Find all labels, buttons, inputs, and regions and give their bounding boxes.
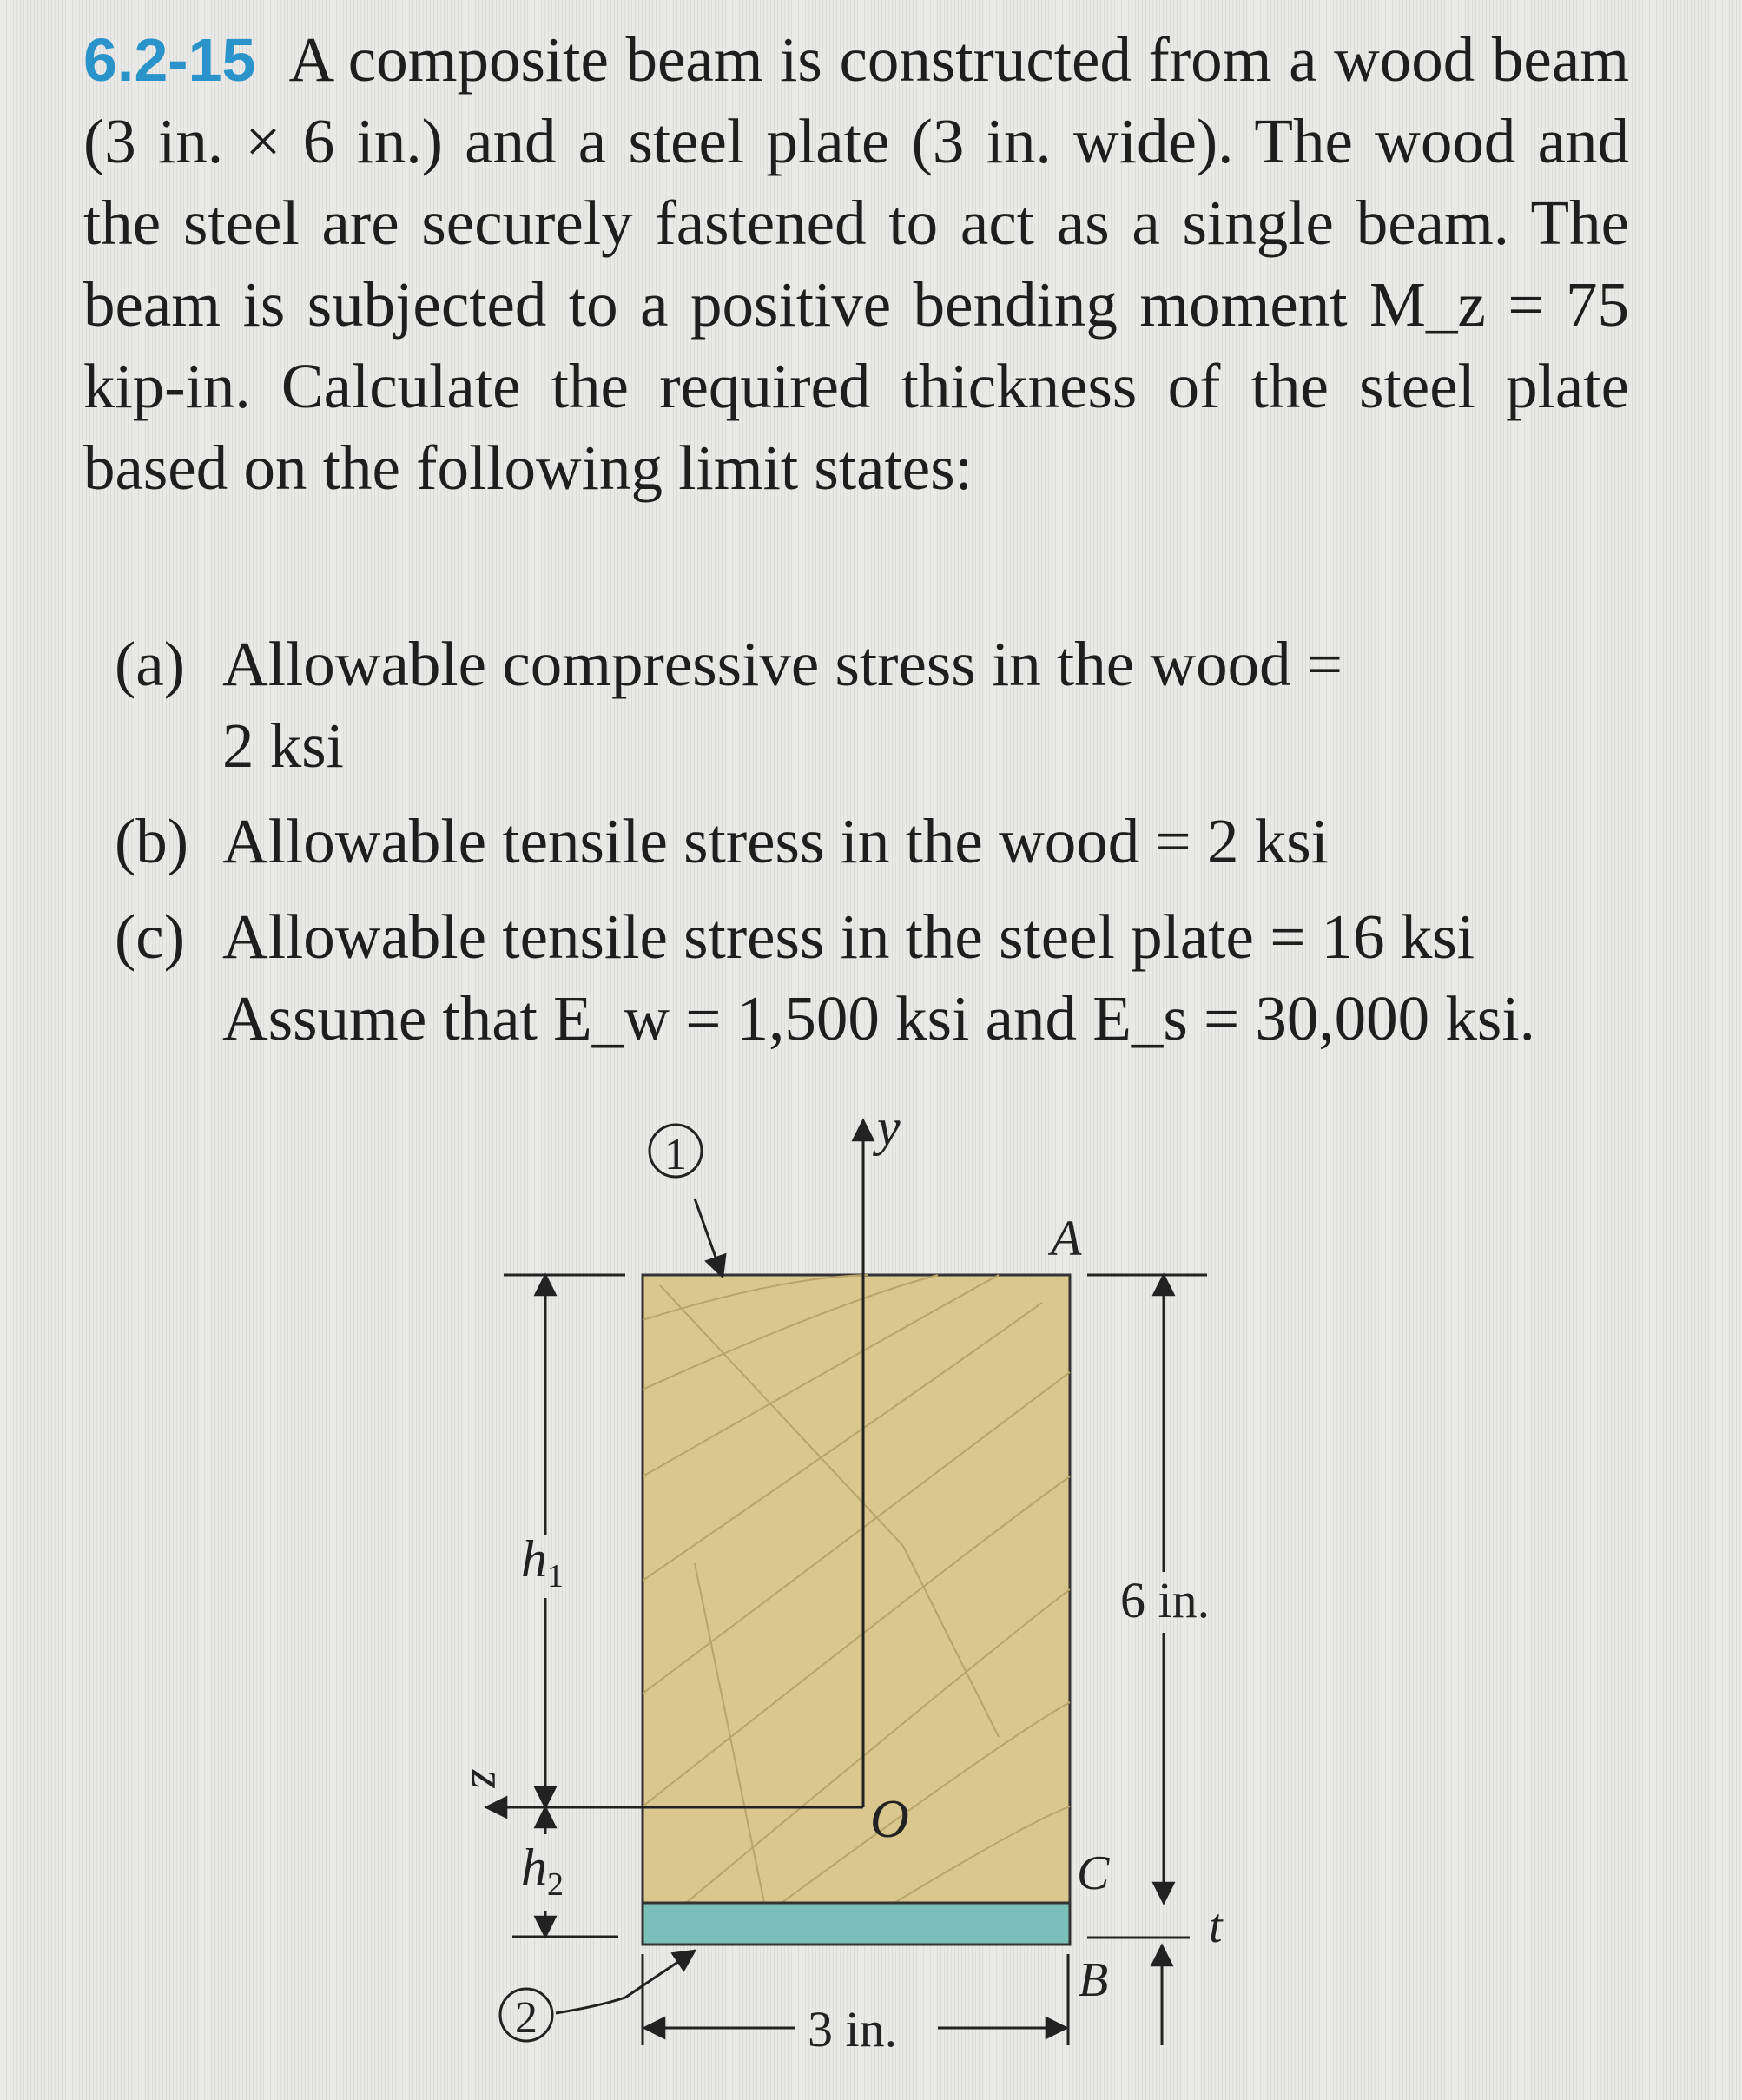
- width-dimension-label: 3 in.: [808, 2001, 898, 2057]
- material-2-label: 2: [515, 1993, 538, 2043]
- point-a-label: A: [1051, 1210, 1082, 1266]
- part-label: (b): [115, 806, 189, 876]
- problem-text: A composite beam is constructed from a wood beam (3 in. × 6 in.) and a steel plate (3 in. wide). The wood and the steel are securely fastened to act as a single beam. The beam is subjected to a positive bending moment M_z = 75 kip-in. Calculate the required thickness of the steel plate based on the following limit states:: [83, 24, 1629, 503]
- material-1-pointer: [695, 1199, 723, 1277]
- part-text: Allowable tensile stress in the wood = 2 ksi: [222, 806, 1329, 876]
- wood-beam: [643, 1275, 1070, 1903]
- part-label: (a): [115, 629, 186, 699]
- thickness-label: t: [1209, 1899, 1223, 1953]
- part-text: Allowable tensile stress in the steel plate = 16 ksi: [222, 901, 1475, 972]
- part-text: Allowable compressive stress in the wood = 2 ksi: [222, 629, 1343, 781]
- material-1-label: 1: [664, 1130, 687, 1179]
- assumption-text: Assume that E_w = 1,500 ksi and E_s = 30,000 ksi.: [222, 983, 1535, 1053]
- z-axis-label: z: [461, 1770, 515, 1789]
- origin-label: O: [870, 1790, 909, 1849]
- point-c-label: C: [1077, 1846, 1110, 1900]
- height-dimension-label: 6 in.: [1120, 1572, 1211, 1628]
- h2-label: $h_2$: [521, 1839, 564, 1903]
- part-label: (c): [115, 901, 186, 972]
- steel-plate: [643, 1903, 1070, 1945]
- point-b-label: B: [1079, 1953, 1109, 2007]
- h1-label: $h_1$: [521, 1530, 564, 1595]
- material-2-pointer: [556, 1951, 695, 2013]
- y-axis-label: y: [877, 1099, 901, 1156]
- problem-number: 6.2-15: [83, 26, 256, 94]
